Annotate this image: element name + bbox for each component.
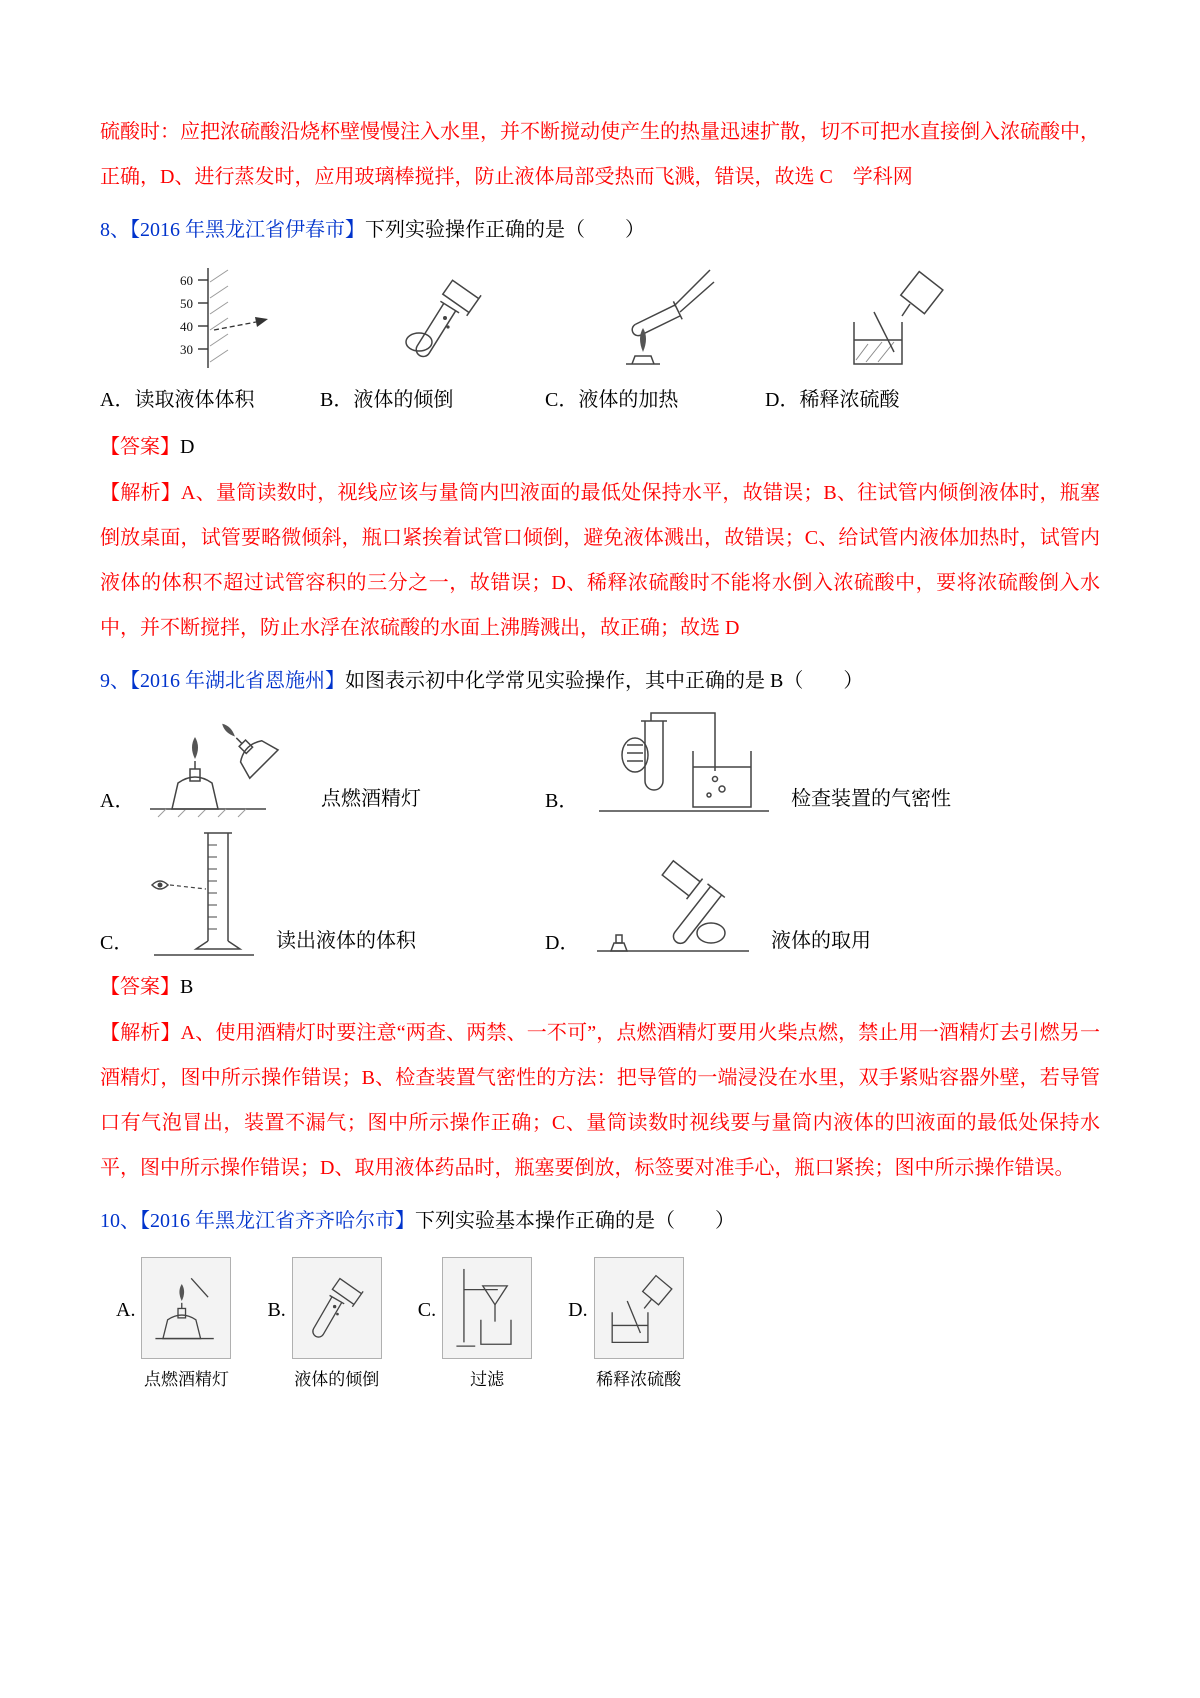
q8-source: 【2016 年黑龙江省伊春市】 [130, 219, 365, 241]
q9-analysis [100, 1011, 1100, 1191]
q8-analysis-label: 【解析】 [100, 482, 182, 504]
q9-caption-d: 液体的取用 [771, 930, 871, 952]
q8-figures-row [100, 260, 1100, 375]
q10-item-b [267, 1257, 381, 1390]
q8-scale-label-50: 50 [180, 296, 193, 311]
q9-answer-value: B [180, 976, 194, 998]
q9-caption-a: 点燃酒精灯 [321, 788, 421, 810]
q10-question-line [100, 1199, 1100, 1243]
q9-answer-label: 【答案】 [100, 976, 180, 998]
q9-label-b: B． [545, 790, 579, 812]
q8-number: 8、 [100, 219, 130, 241]
q9-figure-a-lighting-lamp-icon [144, 707, 309, 819]
q9-answer-line [100, 965, 1100, 1009]
q9-item-c [100, 823, 545, 961]
q9-row-cd [100, 823, 1100, 961]
q9-item-b [545, 707, 951, 819]
q9-number: 9、 [100, 670, 130, 692]
q10-figure-c-filtration-icon [442, 1257, 532, 1359]
q9-question-text: 如图表示初中化学常见实验操作，其中正确的是 B（ ） [345, 670, 864, 692]
q8-scale-label-30: 30 [180, 342, 193, 357]
q10-caption-b: 液体的倾倒 [294, 1370, 380, 1389]
q9-question-line [100, 659, 1100, 703]
q9-label-a: A． [100, 790, 135, 812]
q9-figure-d-taking-liquid-icon [589, 849, 759, 961]
q10-label-a: A. [116, 1299, 136, 1321]
q8-answer-label: 【答案】 [100, 436, 180, 458]
q9-caption-c: 读出液体的体积 [276, 930, 416, 952]
q8-option-b: B．液体的倾倒 [320, 389, 454, 411]
q9-figure-c-reading-volume-icon [144, 823, 264, 961]
q9-row-ab [100, 707, 1100, 819]
q9-label-d: D． [545, 932, 580, 954]
q10-figure-b-pouring-liquid-icon [292, 1257, 382, 1359]
q8-option-a: A．读取液体体积 [100, 389, 255, 411]
q10-number: 10、 [100, 1210, 140, 1232]
q10-figures-row [116, 1257, 1100, 1390]
intro-paragraph: 硫酸时：应把浓硫酸沿烧杯壁慢慢注入水里，并不断搅动使产生的热量迅速扩散，切不可把水直接倒入浓硫酸中，正确，D、进行蒸发时，应用玻璃棒搅拌，防止液体局部受热而飞溅，错误，故选 C 学科网 [100, 121, 1100, 188]
q10-caption-d: 稀释浓硫酸 [596, 1370, 682, 1389]
q8-figure-d-diluting-acid-icon [838, 260, 948, 375]
q8-figure-b-pouring-liquid-icon [400, 260, 490, 375]
q10-label-b: B. [267, 1299, 286, 1321]
q10-caption-c: 过滤 [470, 1370, 505, 1389]
q10-label-d: D. [568, 1299, 588, 1321]
q8-question-line [100, 208, 1100, 252]
q8-scale-label-60: 60 [180, 273, 193, 288]
q8-scale-label-40: 40 [180, 319, 193, 334]
q9-analysis-label: 【解析】 [100, 1022, 181, 1044]
q8-option-d: D．稀释浓硫酸 [765, 389, 900, 411]
q8-question-text: 下列实验操作正确的是（ ） [365, 219, 645, 241]
q10-caption-a: 点燃酒精灯 [143, 1370, 229, 1389]
q10-question-text: 下列实验基本操作正确的是（ ） [415, 1210, 735, 1232]
q8-answer-line [100, 425, 1100, 469]
q9-item-a [100, 707, 545, 819]
q10-figure-a-lighting-lamp-icon [141, 1257, 231, 1359]
q8-figure-c-heating-liquid-icon [610, 260, 720, 375]
q8-options-row [100, 379, 1100, 421]
q9-caption-b: 检查装置的气密性 [791, 788, 951, 810]
q8-analysis-text: A、量筒读数时，视线应该与量筒内凹液面的最低处保持水平，故错误；B、往试管内倾倒液体时，瓶塞倒放桌面，试管要略微倾斜，瓶口紧挨着试管口倾倒，避免液体溅出，故错误；C、给试管内液体加热时，试管内液体的体积不超过试管容积的三分之一，故错误；D、稀释浓硫酸时不能将水倒入浓硫酸中，要将浓硫酸倒入水中，并不断搅拌，防止水浮在浓硫酸的水面上沸腾溅出，故正确；故选 D [100, 482, 1100, 639]
q10-item-c [418, 1257, 532, 1390]
q8-analysis [100, 471, 1100, 651]
q10-figure-d-diluting-acid-icon [594, 1257, 684, 1359]
q10-item-a [116, 1257, 231, 1390]
q10-label-c: C. [417, 1299, 437, 1321]
q10-source: 【2016 年黑龙江省齐齐哈尔市】 [140, 1210, 415, 1232]
q8-figure-a-reading-volume-icon [172, 260, 282, 375]
q8-option-c: C．液体的加热 [545, 389, 679, 411]
q8-answer-value: D [180, 436, 195, 458]
q10-item-d [568, 1257, 683, 1390]
q9-label-c: C． [100, 932, 134, 954]
q9-analysis-text: A、使用酒精灯时要注意“两查、两禁、一不可”，点燃酒精灯要用火柴点燃，禁止用一酒精灯去引燃另一酒精灯，图中所示操作错误；B、检查装置气密性的方法：把导管的一端浸没在水里，双手紧贴容器外壁，若导管口有气泡冒出，装置不漏气；图中所示操作正确；C、量筒读数时视线要与量筒内液体的凹液面的最低处保持水平，图中所示操作错误；D、取用液体药品时，瓶塞要倒放，标签要对准手心，瓶口紧挨；图中所示操作错误。 [100, 1022, 1100, 1179]
q9-source: 【2016 年湖北省恩施州】 [130, 670, 345, 692]
q9-figure-b-air-tightness-icon [589, 707, 779, 819]
q9-item-d [545, 849, 871, 961]
